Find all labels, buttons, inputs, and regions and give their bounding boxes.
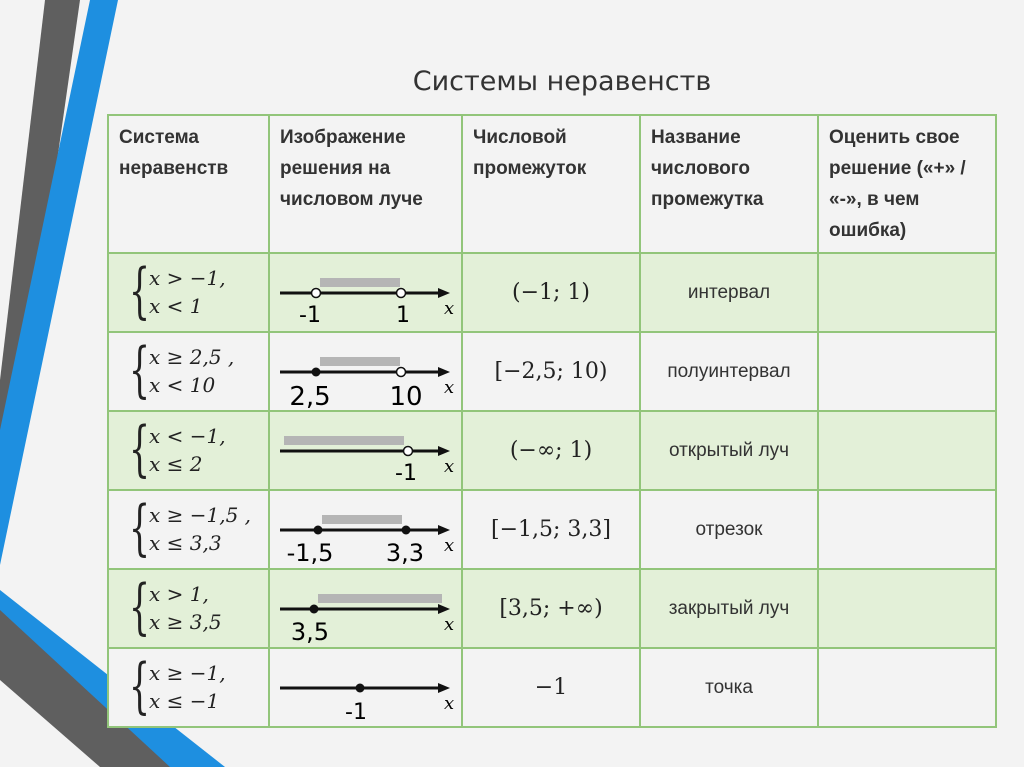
evaluation-cell[interactable] [818,332,996,411]
interval-cell: [−2,5; 10) [462,332,640,411]
inequality-2: x ≥ 3,5 [149,610,222,634]
table-row [108,332,996,411]
tick-label: -1 [345,700,367,725]
number-line-cell [269,569,462,648]
axis-label: x [444,456,455,477]
system-cell [108,569,269,648]
brace-icon: { [129,493,151,563]
inequality-1: x > −1, [149,266,226,290]
brace-icon: { [129,651,151,721]
interval-name-cell: точка [640,648,818,727]
number-line-cell [269,332,462,411]
inequality-2: x ≤ 3,3 [149,531,222,555]
evaluation-cell[interactable] [818,411,996,490]
interval-name-cell: закрытый луч [640,569,818,648]
header-name: Название числового промежутка [640,115,818,253]
interval-cell: (−1; 1) [462,253,640,332]
system-cell [108,648,269,727]
tick-label: 10 [389,382,423,410]
number-line [270,491,463,568]
tick-label: 3,5 [290,618,330,646]
number-line [270,254,463,331]
system-cell [108,332,269,411]
inequality-table [107,114,997,728]
system-cell [108,411,269,490]
inequality-1: x < −1, [149,424,226,448]
brace-icon: { [129,256,151,326]
interval-cell: −1 [462,648,640,727]
number-line-cell [269,411,462,490]
number-line-cell [269,490,462,569]
number-line [270,412,463,489]
tick-label: 1 [396,303,410,328]
axis-label: x [444,693,455,714]
brace-icon: { [129,335,151,405]
table-row [108,490,996,569]
inequality-2: x ≤ −1 [149,689,220,713]
header-interval: Числовой промежуток [462,115,640,253]
axis-label: x [444,535,455,556]
inequality-1: x ≥ 2,5 , [149,345,235,369]
number-line-cell [269,253,462,332]
tick-label: -1,5 [286,539,334,567]
header-system: Система неравенств [108,115,269,253]
interval-name-cell: полуинтервал [640,332,818,411]
brace-icon: { [129,572,151,642]
header-evaluate: Оценить свое решение («+» / «-», в чем ошибка) [818,115,996,253]
inequality-2: x ≤ 2 [149,452,203,476]
axis-label: x [444,614,455,635]
tick-label: -1 [299,303,321,328]
interval-name-cell: открытый луч [640,411,818,490]
page-title: Системы неравенств [412,66,712,97]
evaluation-cell[interactable] [818,648,996,727]
number-line [270,333,463,410]
brace-icon: { [129,414,151,484]
inequality-1: x ≥ −1, [149,661,226,685]
interval-name-cell: интервал [640,253,818,332]
inequality-1: x > 1, [149,582,209,606]
evaluation-cell[interactable] [818,490,996,569]
axis-label: x [444,298,455,319]
table-row [108,411,996,490]
evaluation-cell[interactable] [818,569,996,648]
tick-label: 2,5 [289,382,331,410]
interval-cell: [−1,5; 3,3] [462,490,640,569]
number-line [270,570,463,647]
inequality-2: x < 1 [149,294,203,318]
table-row [108,569,996,648]
interval-cell: (−∞; 1) [462,411,640,490]
system-cell [108,253,269,332]
header-row [108,115,996,253]
interval-name-cell: отрезок [640,490,818,569]
evaluation-cell[interactable] [818,253,996,332]
number-line-cell [269,648,462,727]
table-row [108,253,996,332]
number-line [270,649,463,726]
tick-label: -1 [395,461,417,486]
inequality-2: x < 10 [149,373,216,397]
tick-label: 3,3 [385,539,425,567]
interval-cell: [3,5; +∞) [462,569,640,648]
system-cell [108,490,269,569]
header-image: Изображение решения на числовом луче [269,115,462,253]
inequality-1: x ≥ −1,5 , [149,503,252,527]
table-row [108,648,996,727]
axis-label: x [444,377,455,398]
